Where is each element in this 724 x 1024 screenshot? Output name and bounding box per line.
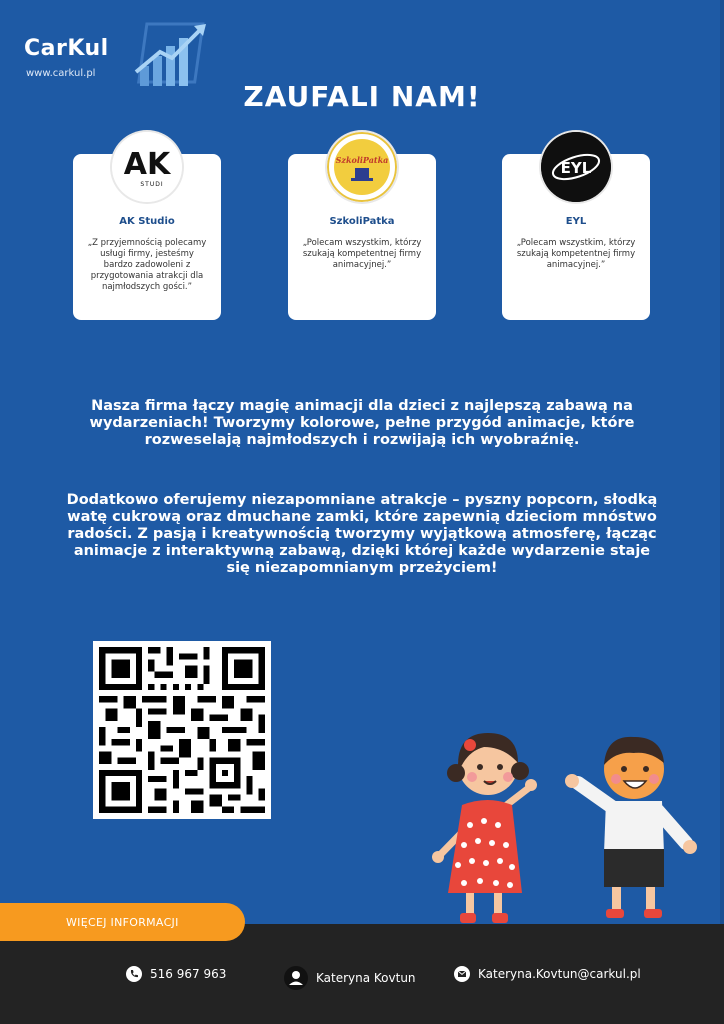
testimonial-name: SzkoliPatka [329, 216, 395, 227]
testimonial-quote: „Polecam wszystkim, którzy szukają kompetentnej firmy animacyjnej.” [516, 238, 636, 270]
boy-figure [565, 737, 697, 918]
phone-icon [126, 966, 142, 982]
person-name: Kateryna Kovtun [316, 971, 416, 985]
kids-illustration [400, 725, 710, 935]
ak-studio-logo-graphic [112, 132, 182, 202]
ak-studio-logo [112, 132, 182, 202]
user-icon [284, 966, 308, 990]
testimonial-card-ak-studio [73, 147, 221, 320]
contact-person [284, 966, 416, 990]
email-address: Kateryna.Kovtun@carkul.pl [478, 967, 641, 981]
page-title: ZAUFALI NAM! [243, 80, 481, 113]
brand-url: www.carkul.pl [26, 68, 96, 79]
testimonial-name: EYL [565, 216, 587, 227]
email-icon [454, 966, 470, 982]
ak-logo-subtext: STUDI [140, 181, 164, 188]
szkolipatka-logo [327, 132, 397, 202]
intro-paragraph: Nasza firma łączy magię animacji dla dzieci z najlepszą zabawą na wydarzeniach! Tworzymy kolorowe, pełne przygód animacje, które rozweselają najmłodszych i rozwijają ich wyobraźnię. [89, 398, 635, 448]
ak-logo-letters: AK [123, 147, 171, 182]
szkolipatka-logo-text: SzkoliPatka [335, 155, 389, 165]
eyl-logo [541, 132, 611, 202]
testimonial-quote: „Z przyjemnością polecamy usługi firmy, jesteśmy bardzo zadowoleni z przygotowania atrakcji dla najmłodszych gości.” [87, 238, 207, 292]
girl-figure [432, 733, 537, 923]
testimonial-name: AK Studio [119, 216, 175, 227]
eyl-logo-graphic [541, 132, 611, 202]
szkolipatka-logo-graphic [327, 132, 397, 202]
testimonial-quote: „Polecam wszystkim, którzy szukają kompetentnej firmy animacyjnej.” [302, 238, 422, 270]
eyl-logo-text: EYL [560, 159, 592, 177]
edge-stripe [720, 0, 724, 1024]
offer-paragraph: Dodatkowo oferujemy niezapomniane atrakcje – pyszny popcorn, słodką watę cukrową oraz dmuchane zamki, które zapewnią dzieciom mnóstwo radości. Z pasją i kreatywnością tworzymy wyjątkową atmosferę, łącząc animacje z interaktywną zabawą, dzięki której każde wydarzenie staje się niezapomnianym przeżyciem! [66, 492, 658, 576]
testimonial-card-szkolipatka [288, 154, 436, 320]
qr-code-graphic [93, 641, 271, 819]
qr-code[interactable] [93, 641, 271, 819]
phone-number: 516 967 963 [150, 967, 227, 981]
contact-phone[interactable] [126, 966, 226, 982]
more-info-button[interactable]: WIĘCEJ INFORMACJI [0, 903, 245, 941]
testimonial-card-eyl [502, 154, 650, 320]
contact-email[interactable] [454, 966, 641, 982]
brand-name: CarKul [24, 36, 109, 61]
